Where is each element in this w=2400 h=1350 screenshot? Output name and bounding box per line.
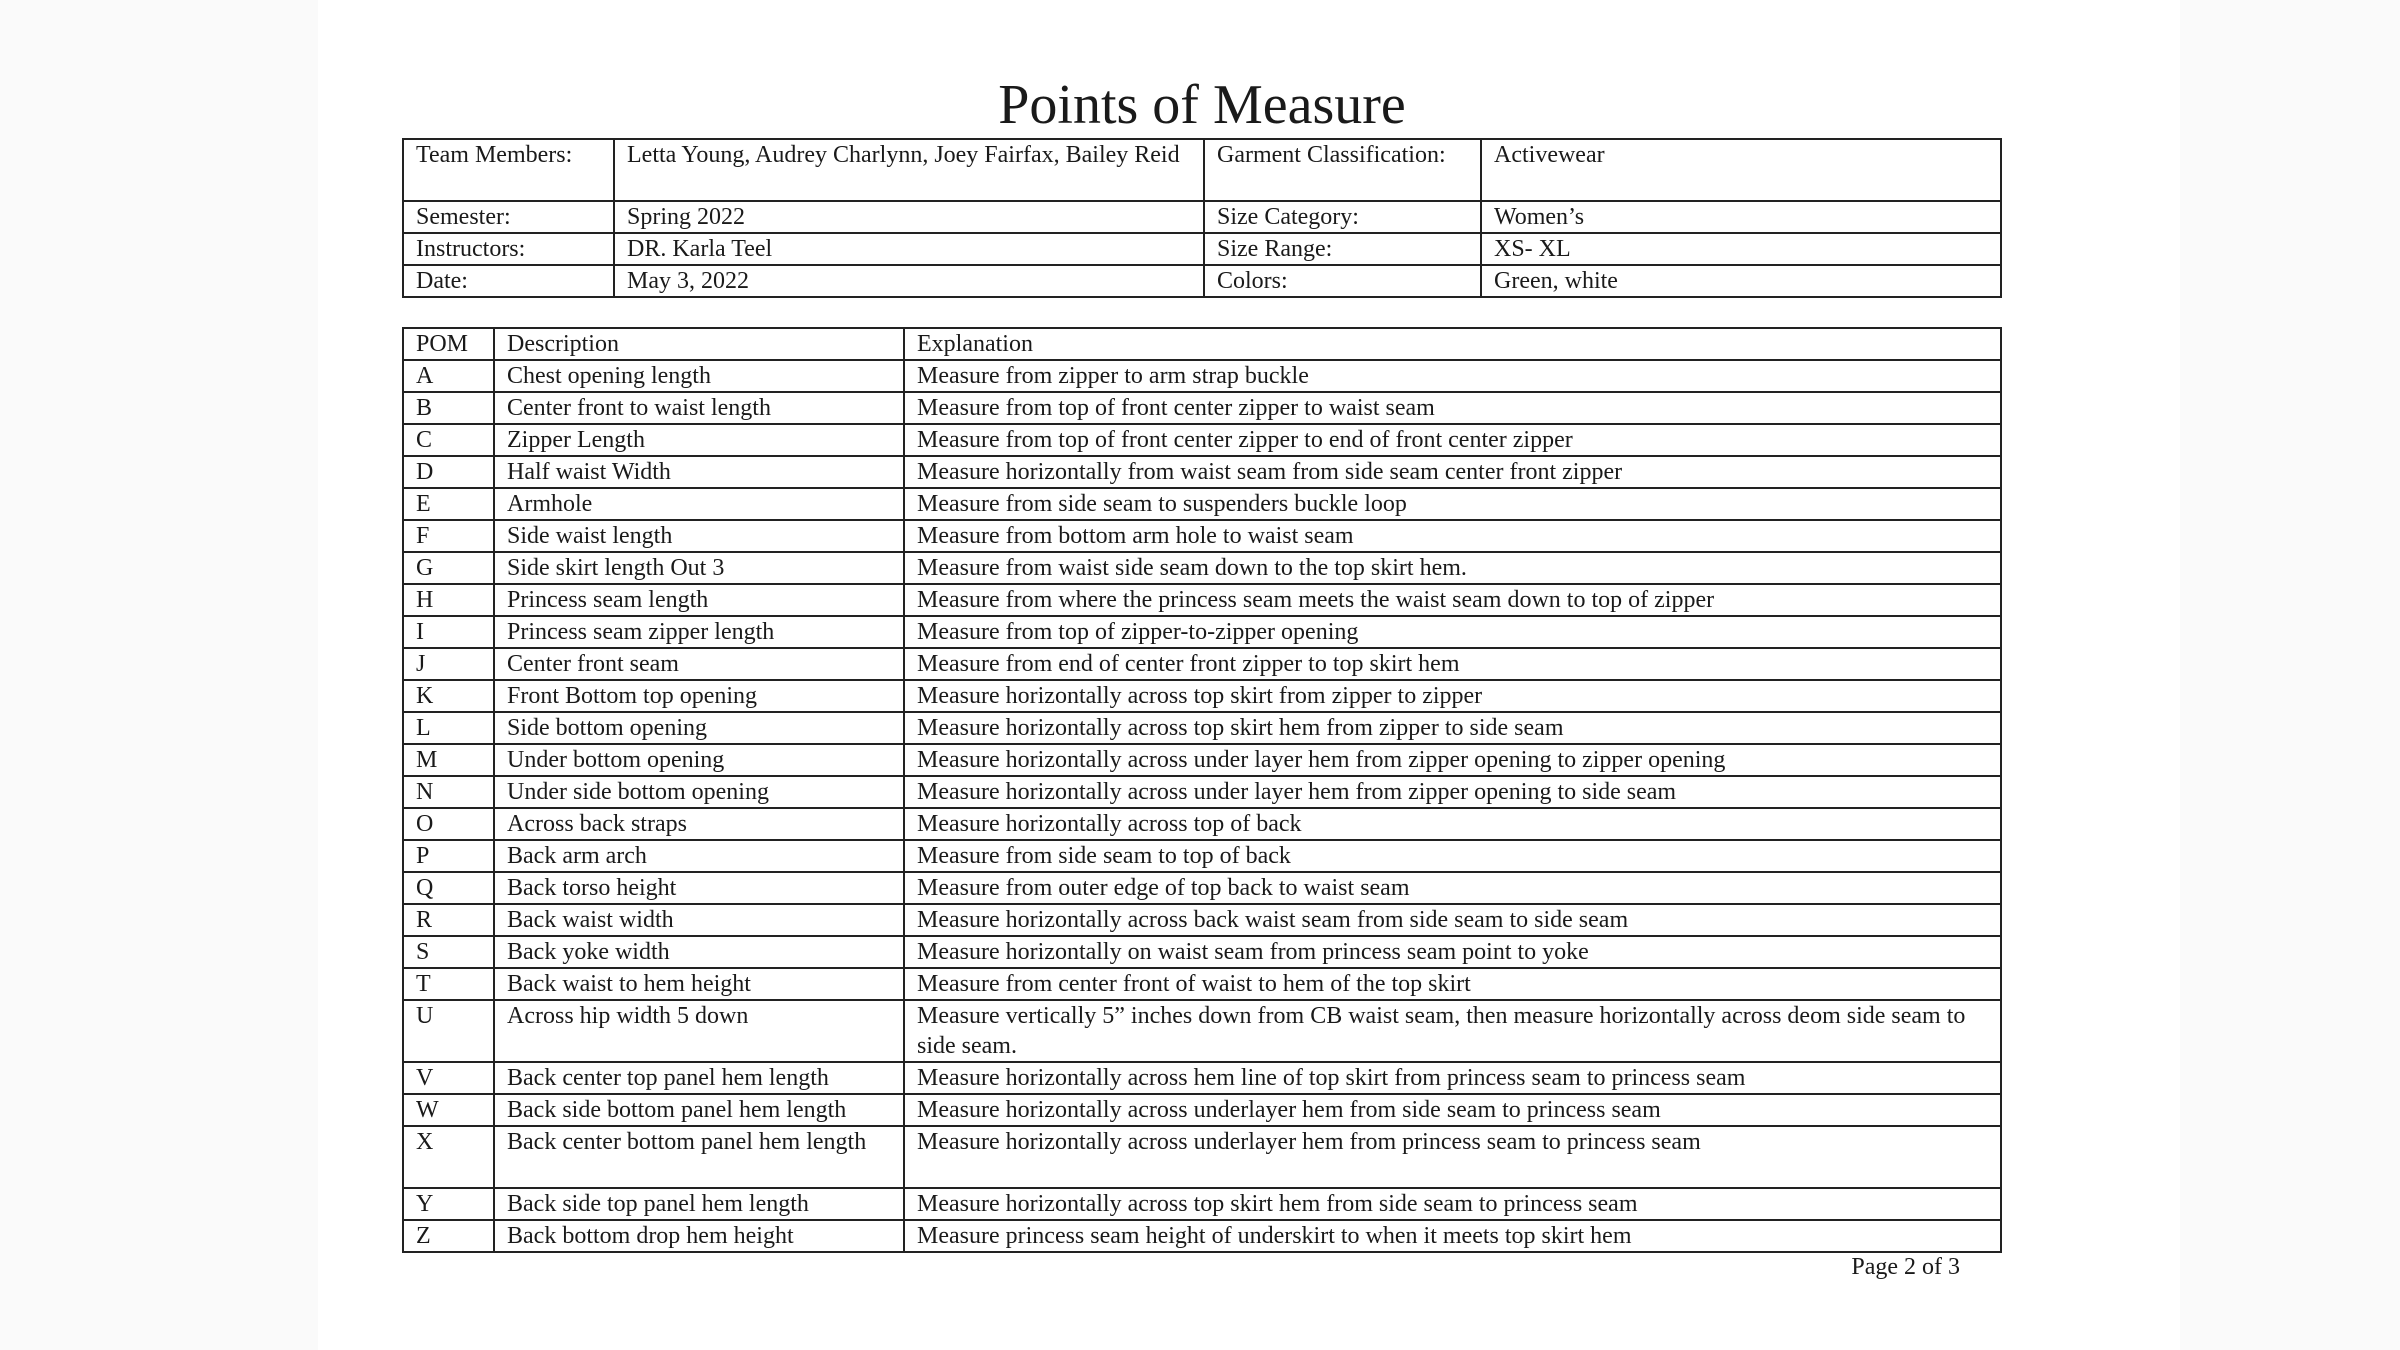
description-cell: Armhole [494, 488, 904, 520]
table-row [403, 392, 2001, 424]
pom-cell: T [403, 968, 494, 1000]
explanation-cell: Measure horizontally from waist seam from side seam center front zipper [904, 456, 2001, 488]
pom-cell: C [403, 424, 494, 456]
table-row [403, 840, 2001, 872]
table-row [403, 424, 2001, 456]
pom-cell: Z [403, 1220, 494, 1252]
team-members-label: Team Members: [403, 139, 614, 201]
size-category-value: Women’s [1481, 201, 2001, 233]
team-members-value: Letta Young, Audrey Charlynn, Joey Fairfax, Bailey Reid [614, 139, 1204, 201]
semester-value: Spring 2022 [614, 201, 1204, 233]
explanation-cell: Measure horizontally across hem line of top skirt from princess seam to princess seam [904, 1062, 2001, 1094]
pom-cell: A [403, 360, 494, 392]
pom-cell: D [403, 456, 494, 488]
table-row [403, 936, 2001, 968]
description-cell: Across hip width 5 down [494, 1000, 904, 1062]
description-cell: Side skirt length Out 3 [494, 552, 904, 584]
pom-cell: I [403, 616, 494, 648]
description-cell: Back bottom drop hem height [494, 1220, 904, 1252]
pom-cell: O [403, 808, 494, 840]
table-row [403, 488, 2001, 520]
description-cell: Princess seam length [494, 584, 904, 616]
table-row [403, 776, 2001, 808]
pom-cell: R [403, 904, 494, 936]
pom-cell: M [403, 744, 494, 776]
description-cell: Back side bottom panel hem length [494, 1094, 904, 1126]
explanation-cell: Measure horizontally across underlayer hem from princess seam to princess seam [904, 1126, 2001, 1188]
description-cell: Across back straps [494, 808, 904, 840]
description-cell: Back side top panel hem length [494, 1188, 904, 1220]
colors-label: Colors: [1204, 265, 1481, 297]
explanation-cell: Measure from bottom arm hole to waist seam [904, 520, 2001, 552]
description-cell: Chest opening length [494, 360, 904, 392]
pom-cell: S [403, 936, 494, 968]
table-row [403, 680, 2001, 712]
description-cell: Center front seam [494, 648, 904, 680]
table-row [403, 808, 2001, 840]
garment-classification-label: Garment Classification: [1204, 139, 1481, 201]
description-cell: Back torso height [494, 872, 904, 904]
pom-column-header: POM [403, 328, 494, 360]
explanation-cell: Measure from top of front center zipper to waist seam [904, 392, 2001, 424]
explanation-cell: Measure horizontally across top skirt hem from side seam to princess seam [904, 1188, 2001, 1220]
explanation-cell: Measure from outer edge of top back to waist seam [904, 872, 2001, 904]
table-row [403, 1094, 2001, 1126]
table-row [403, 872, 2001, 904]
table-row [403, 1000, 2001, 1062]
info-row-date [403, 265, 2001, 297]
table-row [403, 1188, 2001, 1220]
pom-cell: Q [403, 872, 494, 904]
colors-value: Green, white [1481, 265, 2001, 297]
table-row [403, 744, 2001, 776]
pom-header-row [403, 328, 2001, 360]
table-row [403, 520, 2001, 552]
table-row [403, 712, 2001, 744]
size-category-label: Size Category: [1204, 201, 1481, 233]
pom-cell: K [403, 680, 494, 712]
pom-cell: G [403, 552, 494, 584]
date-value: May 3, 2022 [614, 265, 1204, 297]
explanation-cell: Measure horizontally across under layer hem from zipper opening to zipper opening [904, 744, 2001, 776]
table-row [403, 584, 2001, 616]
explanation-cell: Measure from side seam to suspenders buckle loop [904, 488, 2001, 520]
page-number: Page 2 of 3 [1851, 1254, 1960, 1280]
table-row [403, 616, 2001, 648]
description-cell: Side bottom opening [494, 712, 904, 744]
description-cell: Back waist width [494, 904, 904, 936]
table-row [403, 1062, 2001, 1094]
page-margin-right [2180, 0, 2400, 1350]
description-cell: Under side bottom opening [494, 776, 904, 808]
explanation-cell: Measure from waist side seam down to the top skirt hem. [904, 552, 2001, 584]
explanation-cell: Measure from where the princess seam meets the waist seam down to top of zipper [904, 584, 2001, 616]
semester-label: Semester: [403, 201, 614, 233]
explanation-cell: Measure horizontally across top skirt from zipper to zipper [904, 680, 2001, 712]
explanation-cell: Measure from end of center front zipper to top skirt hem [904, 648, 2001, 680]
pom-cell: J [403, 648, 494, 680]
pom-cell: N [403, 776, 494, 808]
pom-cell: P [403, 840, 494, 872]
table-row [403, 552, 2001, 584]
info-row-semester [403, 201, 2001, 233]
pom-cell: H [403, 584, 494, 616]
pom-cell: X [403, 1126, 494, 1188]
description-cell: Back center top panel hem length [494, 1062, 904, 1094]
explanation-cell: Measure horizontally across under layer hem from zipper opening to side seam [904, 776, 2001, 808]
info-row-instructors [403, 233, 2001, 265]
description-cell: Princess seam zipper length [494, 616, 904, 648]
pom-cell: W [403, 1094, 494, 1126]
description-cell: Back waist to hem height [494, 968, 904, 1000]
explanation-cell: Measure horizontally across top skirt hem from zipper to side seam [904, 712, 2001, 744]
explanation-cell: Measure from side seam to top of back [904, 840, 2001, 872]
description-column-header: Description [494, 328, 904, 360]
description-cell: Back center bottom panel hem length [494, 1126, 904, 1188]
pom-cell: E [403, 488, 494, 520]
pom-cell: B [403, 392, 494, 424]
pom-cell: F [403, 520, 494, 552]
instructors-label: Instructors: [403, 233, 614, 265]
instructors-value: DR. Karla Teel [614, 233, 1204, 265]
description-cell: Side waist length [494, 520, 904, 552]
garment-classification-value: Activewear [1481, 139, 2001, 201]
pom-cell: U [403, 1000, 494, 1062]
explanation-cell: Measure horizontally on waist seam from princess seam point to yoke [904, 936, 2001, 968]
description-cell: Under bottom opening [494, 744, 904, 776]
page-title: Points of Measure [998, 74, 1406, 136]
explanation-cell: Measure from center front of waist to hem of the top skirt [904, 968, 2001, 1000]
pom-cell: V [403, 1062, 494, 1094]
explanation-cell: Measure from top of zipper-to-zipper opening [904, 616, 2001, 648]
explanation-cell: Measure vertically 5” inches down from CB waist seam, then measure horizontally across deom side seam to side seam. [904, 1000, 2001, 1062]
table-row [403, 1126, 2001, 1188]
description-cell: Zipper Length [494, 424, 904, 456]
points-of-measure-table [402, 327, 2002, 1253]
pom-cell: L [403, 712, 494, 744]
project-info-table [402, 138, 2002, 298]
explanation-cell: Measure horizontally across back waist seam from side seam to side seam [904, 904, 2001, 936]
table-row [403, 904, 2001, 936]
description-cell: Back yoke width [494, 936, 904, 968]
explanation-cell: Measure princess seam height of underskirt to when it meets top skirt hem [904, 1220, 2001, 1252]
table-row [403, 360, 2001, 392]
pom-cell: Y [403, 1188, 494, 1220]
explanation-cell: Measure horizontally across underlayer hem from side seam to princess seam [904, 1094, 2001, 1126]
explanation-cell: Measure horizontally across top of back [904, 808, 2001, 840]
table-row [403, 456, 2001, 488]
table-row [403, 968, 2001, 1000]
description-cell: Center front to waist length [494, 392, 904, 424]
description-cell: Back arm arch [494, 840, 904, 872]
page-margin-left [0, 0, 318, 1350]
size-range-label: Size Range: [1204, 233, 1481, 265]
explanation-column-header: Explanation [904, 328, 2001, 360]
explanation-cell: Measure from zipper to arm strap buckle [904, 360, 2001, 392]
description-cell: Front Bottom top opening [494, 680, 904, 712]
date-label: Date: [403, 265, 614, 297]
table-row [403, 1220, 2001, 1252]
info-row-team [403, 139, 2001, 201]
table-row [403, 648, 2001, 680]
size-range-value: XS- XL [1481, 233, 2001, 265]
explanation-cell: Measure from top of front center zipper to end of front center zipper [904, 424, 2001, 456]
description-cell: Half waist Width [494, 456, 904, 488]
